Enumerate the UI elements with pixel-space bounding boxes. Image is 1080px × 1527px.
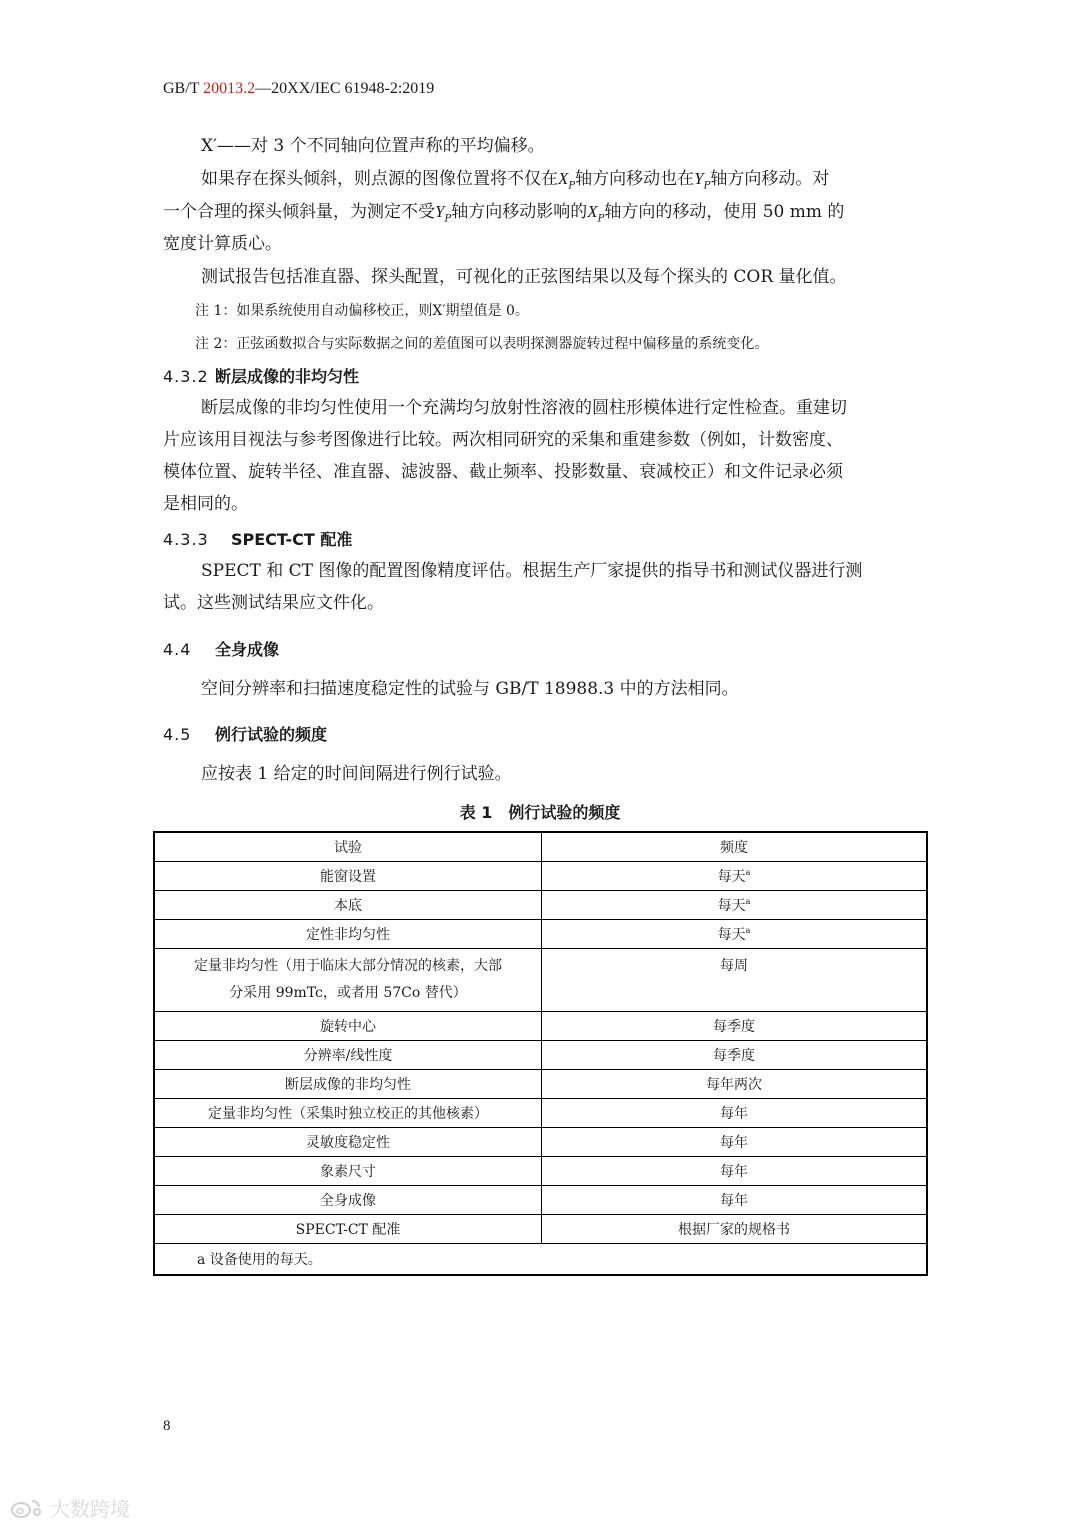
table-row [154,920,927,949]
table-row [154,891,927,920]
watermark: 大数跨境 [10,1493,130,1522]
column-header-test: 试验 [154,832,542,862]
table-row [154,1041,927,1070]
page-header: GB/T 20013.2—20XX/IEC 61948-2:2019 [163,80,435,97]
table-row [154,1070,927,1099]
cell-frequency: 根据厂家的规格书 [542,1215,928,1244]
cell-test: 灵敏度稳定性 [154,1128,542,1157]
section-4-3-2-line3: 模体位置、旋转半径、准直器、滤波器、截止频率、投影数量、衰减校正）和文件记录必须 [163,462,843,482]
cell-test: 定量非均匀性（用于临床大部分情况的核素，大部 分采用 99mTc，或者用 57Co 替代） [154,949,542,1012]
cell-test: 分辨率/线性度 [154,1041,542,1070]
section-4-3-2-line2: 片应该用目视法与参考图像进行比较。两次相同研究的采集和重建参数（例如，计数密度、 [163,430,843,450]
section-4-3-2-line1: 断层成像的非均匀性使用一个充满均匀放射性溶液的圆柱形模体进行定性检查。重建切 [201,398,847,418]
cell-test: 旋转中心 [154,1012,542,1041]
table-caption: 表 1 例行试验的频度 [459,803,621,822]
cell-frequency: 每年两次 [542,1070,928,1099]
cell-test: 定量非均匀性（采集时独立校正的其他核素） [154,1099,542,1128]
table-row [154,1012,927,1041]
cell-frequency: 每天$^a$ [542,920,928,949]
note-1: 注 1：如果系统使用自动偏移校正，则X′期望值是 0。 [195,303,529,319]
column-header-frequency: 频度 [542,832,928,862]
table-row [154,1128,927,1157]
page-number: 8 [163,1418,171,1434]
cell-test: 全身成像 [154,1186,542,1215]
cell-frequency: 每年 [542,1128,928,1157]
section-4-5-text: 应按表 1 给定的时间间隔进行例行试验。 [201,764,512,784]
paragraph-tilt-line3: 宽度计算质心。 [163,234,282,254]
cell-frequency: 每年 [542,1099,928,1128]
cell-frequency: 每周 [542,949,928,1012]
cell-frequency: 每年 [542,1157,928,1186]
note-2: 注 2：正弦函数拟合与实际数据之间的差值图可以表明探测器旋转过程中偏移量的系统变化。 [195,336,769,352]
table-header-row [154,832,927,862]
table-row [154,1215,927,1244]
cell-test: 断层成像的非均匀性 [154,1070,542,1099]
paragraph-tilt-line2: 一个合理的探头倾斜量，为测定不受$Y_P$轴方向移动影响的$X_P$轴方向的移动，使用 50 mm 的 [163,202,845,225]
weibo-logo-icon [10,1497,46,1519]
table-footnote: a 设备使用的每天。 [154,1244,927,1276]
section-4-4-heading: 4.4 全身成像 [163,640,280,659]
table-row [154,1157,927,1186]
cell-test: SPECT-CT 配准 [154,1215,542,1244]
paragraph-tilt-line1: 如果存在探头倾斜，则点源的图像位置将不仅在$X_P$轴方向移动也在$Y_P$轴方向移动。对 [201,169,830,192]
section-4-3-3-line2: 试。这些测试结果应文件化。 [163,593,384,613]
cell-frequency: 每季度 [542,1041,928,1070]
cell-test: 能窗设置 [154,862,542,891]
table-row [154,862,927,891]
table-footnote-row [154,1244,927,1276]
cell-frequency: 每季度 [542,1012,928,1041]
section-4-3-2-heading: 4.3.2 断层成像的非均匀性 [163,367,360,386]
section-4-5-heading: 4.5 例行试验的频度 [163,725,328,744]
table-row [154,1186,927,1215]
table-row [154,949,927,1012]
cell-frequency: 每年 [542,1186,928,1215]
definition-x-prime: X′——对 3 个不同轴向位置声称的平均偏移。 [201,136,545,156]
cell-frequency: 每天$^a$ [542,891,928,920]
cell-test: 本底 [154,891,542,920]
cell-test: 定性非均匀性 [154,920,542,949]
section-4-3-2-line4: 是相同的。 [163,494,248,514]
section-4-4-text: 空间分辨率和扫描速度稳定性的试验与 GB/T 18988.3 中的方法相同。 [201,679,739,699]
paragraph-report: 测试报告包括准直器、探头配置，可视化的正弦图结果以及每个探头的 COR 量化值。 [201,267,847,287]
section-4-3-3-heading: 4.3.3 SPECT-CT 配准 [163,530,353,549]
cell-test: 象素尺寸 [154,1157,542,1186]
frequency-table [153,831,928,1276]
standard-number: 20013.2 [203,80,256,97]
section-4-3-3-line1: SPECT 和 CT 图像的配置图像精度评估。根据生产厂家提供的指导书和测试仪器进行测 [201,561,863,581]
cell-frequency: 每天$^a$ [542,862,928,891]
table-row [154,1099,927,1128]
